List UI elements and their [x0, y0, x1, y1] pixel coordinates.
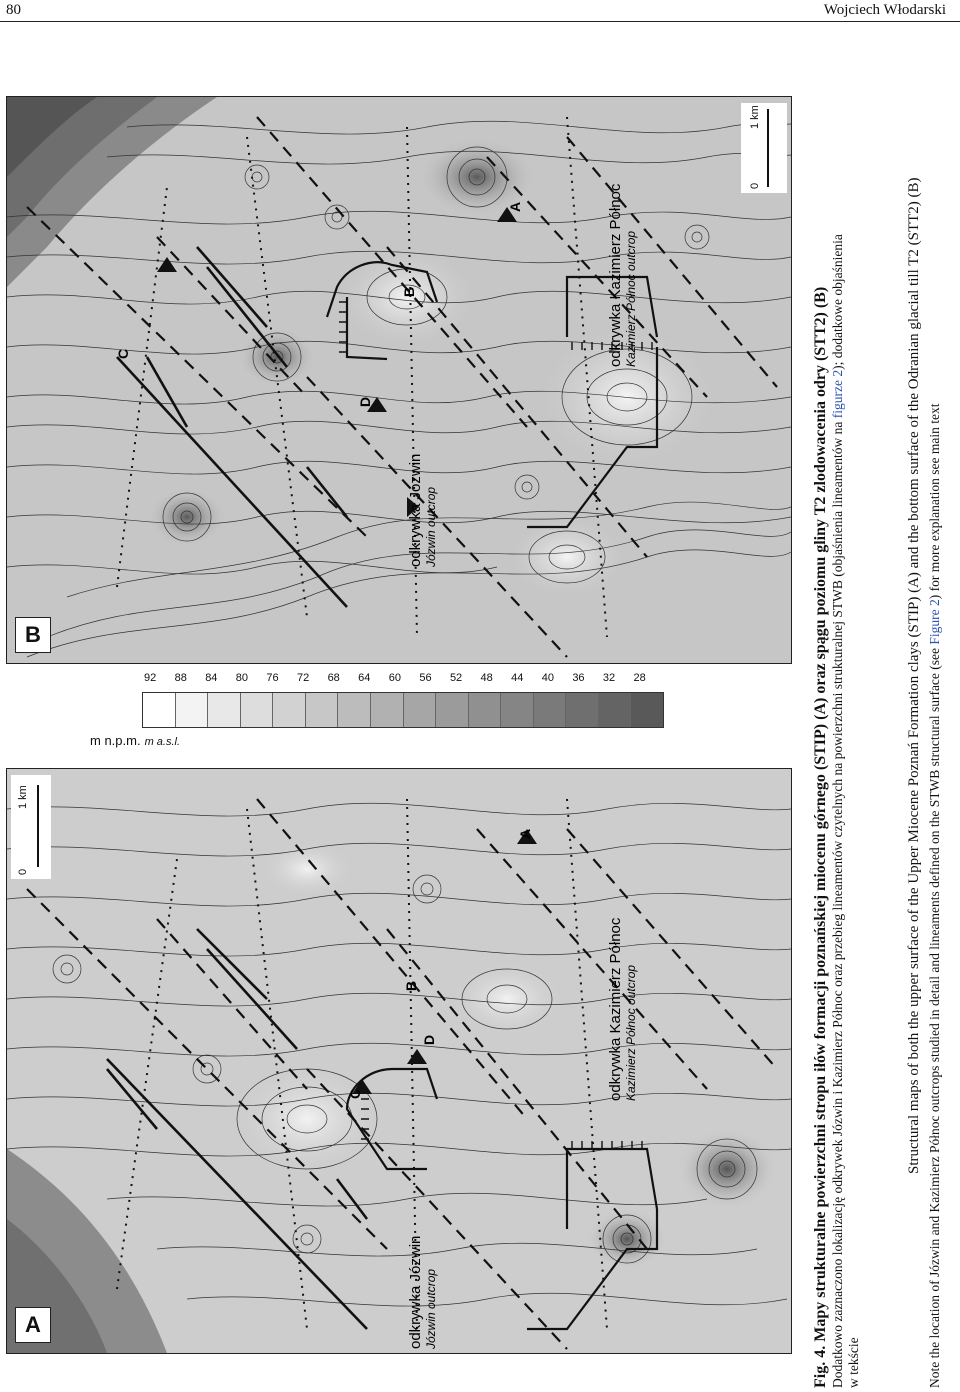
legend-swatch — [566, 693, 599, 727]
caption-en-title: Structural maps of both the upper surface of the Upper Miocene Poznań Formation clays (STIP) (A) and the bottom surface of the Odranian glacial till T2 (STT2) (B) — [906, 177, 922, 1174]
site-jozwin-en-a: Józwin outcrop — [424, 1268, 438, 1349]
caption-en-body-1: Note the location of Józwin and Kazimierz Północ outcrops studied in detail and lineaments defined on the STWB structural surface (see — [927, 647, 942, 1388]
caption-en-figure-link[interactable]: Figure 2 — [927, 599, 942, 645]
site-jozwin-b — [407, 454, 438, 567]
legend-swatch — [176, 693, 209, 727]
marker-a-b: A — [507, 201, 523, 212]
marker-c-b: C — [115, 348, 131, 359]
marker-b-a: B — [403, 980, 419, 991]
legend-value: 68 — [327, 672, 340, 684]
caption-en-body-2: ) for more explanation see main text — [927, 403, 942, 600]
caption-pl-body-2: ); dodatkowe objaśnienia — [830, 234, 845, 370]
scale-b-one: 1 km — [749, 105, 761, 129]
legend-swatch — [208, 693, 241, 727]
elevation-legend — [90, 672, 690, 768]
scale-bar-a-line — [37, 785, 39, 867]
legend-value: 60 — [388, 672, 401, 684]
caption-pl-body-1: Dodatkowo zaznaczono lokalizację odkrywek Józwin i Kazimierz Północ oraz przebieg lineamentów czytelnych na powierzchni strukturalnej STWB (objaśnienia lineamentów na — [830, 421, 845, 1388]
site-jozwin-pl-b: odkrywka Józwin — [407, 453, 424, 567]
page-number: 80 — [6, 2, 21, 18]
site-jozwin-en-b: Józwin outcrop — [424, 486, 438, 567]
scale-a-one: 1 km — [17, 785, 29, 809]
caption-en-body — [927, 18, 943, 1388]
site-jozwin-pl-a: odkrywka Józwin — [407, 1235, 424, 1349]
site-kazimierz-en-a: Kazimierz Północ outcrop — [624, 964, 638, 1101]
caption-pl — [812, 18, 862, 1388]
legend-unit-pl: m n.p.m. — [90, 733, 141, 748]
legend-value: 88 — [174, 672, 187, 684]
legend-value: 48 — [480, 672, 493, 684]
legend-swatch — [306, 693, 339, 727]
marker-a-a: A — [517, 828, 533, 839]
legend-value: 92 — [144, 672, 157, 684]
legend-value: 36 — [572, 672, 585, 684]
legend-value: 40 — [541, 672, 554, 684]
map-b-contours — [7, 97, 791, 663]
site-kazimierz-pl-a: odkrywka Kazimierz Północ — [607, 917, 624, 1101]
structural-map-b — [6, 96, 792, 664]
legend-value: 32 — [602, 672, 616, 684]
legend-swatch — [599, 693, 632, 727]
legend-value: 28 — [633, 672, 646, 684]
legend-value: 80 — [235, 672, 249, 684]
legend-swatch — [241, 693, 274, 727]
legend-swatch — [273, 693, 306, 727]
panel-label-b: B — [15, 617, 51, 653]
legend-value: 52 — [449, 672, 463, 684]
legend-swatch — [631, 693, 663, 727]
scale-b-zero: 0 — [749, 182, 761, 189]
caption-en — [906, 18, 943, 1388]
marker-c-a: C — [347, 1088, 363, 1099]
site-jozwin-a — [407, 1236, 438, 1349]
legend-swatch — [436, 693, 469, 727]
legend-swatch — [534, 693, 567, 727]
legend-values — [142, 672, 662, 690]
legend-value: 72 — [296, 672, 310, 684]
legend-swatch — [371, 693, 404, 727]
legend-value: 84 — [205, 672, 218, 684]
legend-value: 76 — [266, 672, 279, 684]
scale-bar-b — [741, 103, 787, 193]
caption-pl-figure-link[interactable]: figurze 2 — [830, 369, 845, 419]
running-head-author: Wojciech Włodarski — [823, 2, 946, 18]
legend-value: 44 — [511, 672, 524, 684]
structural-map-a — [6, 768, 792, 1354]
map-a-contours — [7, 769, 791, 1353]
legend-swatch — [338, 693, 371, 727]
scale-a-zero: 0 — [17, 868, 29, 875]
scale-bar-a — [11, 775, 51, 879]
caption-pl-body — [830, 18, 846, 1388]
caption-pl-title: Fig. 4. Mapy strukturalne powierzchni stropu iłów formacji poznańskiej miocenu górnego (STIP) (A) oraz spągu poziomu gliny T2 zlodowacenia odry (STT2) (B) — [812, 286, 829, 1388]
legend-unit-en: m a.s.l. — [144, 736, 181, 748]
site-kazimierz-a — [607, 918, 638, 1101]
legend-value: 56 — [419, 672, 432, 684]
site-kazimierz-en-b: Kazimierz Północ outcrop — [624, 230, 638, 367]
marker-d-b: D — [357, 396, 373, 407]
scale-bar-b-line — [767, 109, 769, 187]
legend-swatch — [404, 693, 437, 727]
legend-swatch — [143, 693, 176, 727]
marker-d-a: D — [421, 1034, 437, 1045]
legend-swatches — [142, 692, 664, 728]
legend-swatch — [501, 693, 534, 727]
legend-swatch — [469, 693, 502, 727]
site-kazimierz-b — [607, 184, 638, 367]
legend-unit-row — [90, 732, 690, 750]
marker-b-b: B — [401, 286, 417, 297]
caption-pl-body-3: w tekście — [846, 1337, 861, 1388]
site-kazimierz-pl-b: odkrywka Kazimierz Północ — [607, 183, 624, 367]
panel-label-a: A — [15, 1307, 51, 1343]
legend-value: 64 — [358, 672, 371, 684]
